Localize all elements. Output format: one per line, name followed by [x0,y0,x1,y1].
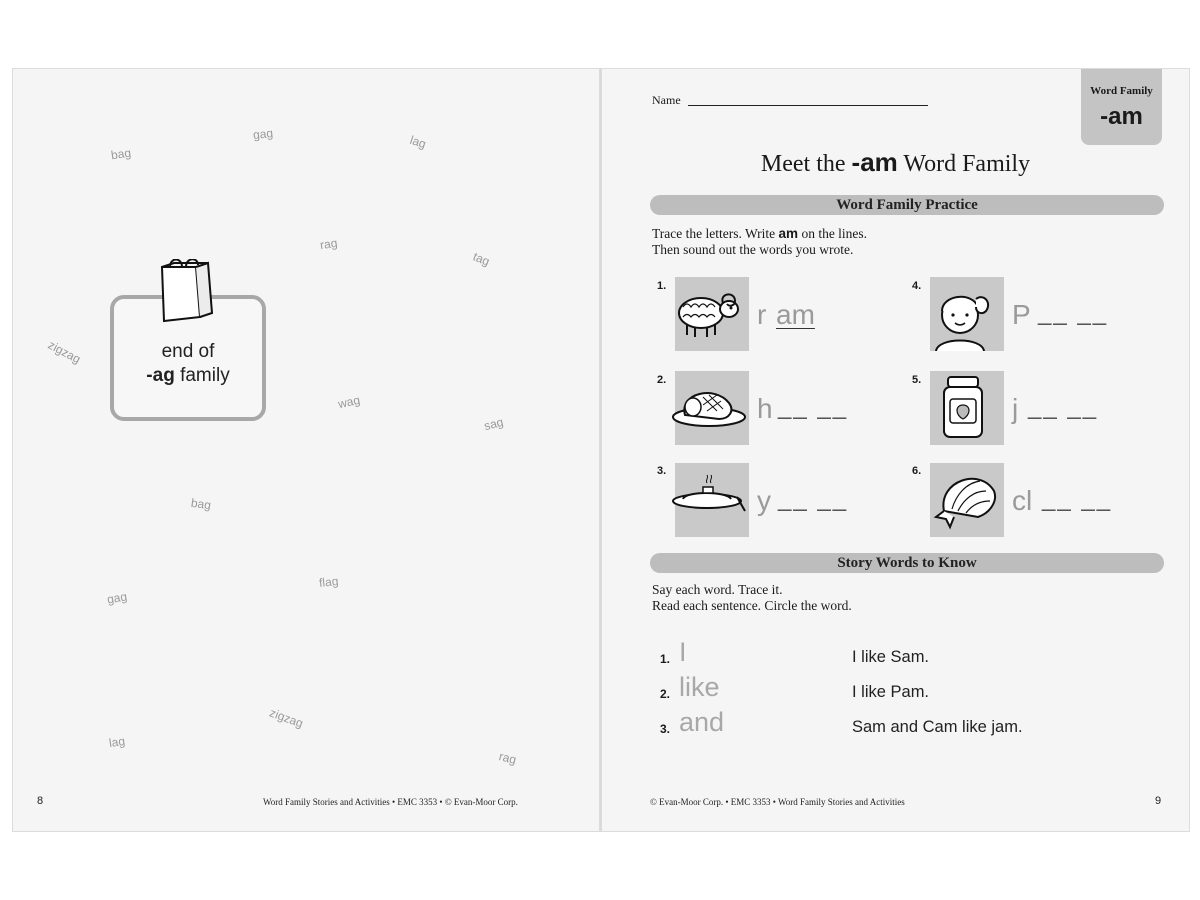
picture-box [930,277,1004,351]
tab-label: Word Family [1090,85,1153,97]
answer-blanks: __ __ [778,393,849,420]
page-footer: Word Family Stories and Activities • EMC 3353 • © Evan-Moor Corp. [263,797,518,807]
card-suffix: -ag [146,365,175,386]
title-suffix: -am [851,147,898,177]
start-letter: y [757,485,771,516]
page-footer: © Evan-Moor Corp. • EMC 3353 • Word Family Stories and Activities [650,797,905,807]
answer-blanks: __ __ [1042,485,1113,512]
start-letter: r [757,299,767,330]
right-page [601,68,1190,832]
page-title [602,147,1189,178]
pam-icon [922,277,1006,351]
section-header-story-words: Story Words to Know [650,553,1164,573]
practice-instructions: Trace the letters. Write am on the lines. Then sound out the words you wrote. [652,226,868,257]
picture-box [930,371,1004,445]
page-number: 8 [37,795,44,807]
item-number: 2. [657,374,667,386]
scatter-word: zigzag [267,705,306,731]
card-line2 [114,365,262,387]
answer-blanks: __ __ [778,485,849,512]
scatter-word: rag [319,235,339,253]
shopping-bag-icon [156,259,214,325]
scatter-word: lag [408,132,428,152]
picture-box [675,463,749,537]
yam-icon [667,463,751,537]
item-number: 1. [657,280,667,292]
word-family-tab [1081,69,1162,145]
scatter-word: bag [110,145,132,163]
scatter-word: gag [252,125,274,143]
scatter-word: gag [105,589,129,607]
page-number: 9 [1155,795,1162,807]
item-number: 5. [912,374,922,386]
story-word-trace: I [679,637,687,667]
start-letter: j [1012,393,1019,424]
ram-icon [667,277,751,351]
scatter-word: zigzag [45,337,83,367]
answer-blanks: __ __ [1028,393,1099,420]
story-word-trace: like [679,672,720,702]
start-letter: P [1012,299,1031,330]
scatter-word: flag [318,574,340,590]
start-letter: h [757,393,773,424]
scatter-word: bag [190,495,212,513]
answer-blanks: __ __ [1038,299,1109,326]
picture-box [930,463,1004,537]
section-header-practice: Word Family Practice [650,195,1164,215]
story-words-instructions: Say each word. Trace it. Read each sentence. Circle the word. [652,582,852,613]
picture-box [675,277,749,351]
title-before: Meet the [760,151,846,177]
story-word-sentence[interactable]: I like Pam. [852,683,930,701]
name-label: Name [652,93,681,107]
card-line1: end of [161,341,215,362]
item-number: 3. [657,465,667,477]
scatter-word: lag [108,733,126,751]
card-word: family [180,365,230,386]
story-word-number: 2. [660,687,671,701]
clam-icon [922,463,1006,537]
jam-icon [922,371,1006,445]
item-number: 4. [912,280,922,292]
story-word-trace: and [679,707,725,737]
title-after: Word Family [903,151,1031,177]
ham-icon [667,371,751,445]
tab-suffix: -am [1100,103,1143,130]
scatter-word: rag [497,749,518,767]
scatter-word: wag [336,392,362,412]
story-word-number: 3. [660,722,671,736]
scatter-word: sag [482,414,505,434]
story-word-sentence[interactable]: Sam and Cam like jam. [852,718,1023,736]
traced-answer: am [776,299,815,330]
left-page [12,68,600,832]
picture-box [675,371,749,445]
item-number: 6. [912,465,922,477]
story-word-number: 1. [660,652,671,666]
start-letter: cl [1012,485,1033,516]
scatter-word: tag [470,249,492,269]
name-line [688,105,928,106]
story-word-sentence[interactable]: I like Sam. [852,648,930,666]
